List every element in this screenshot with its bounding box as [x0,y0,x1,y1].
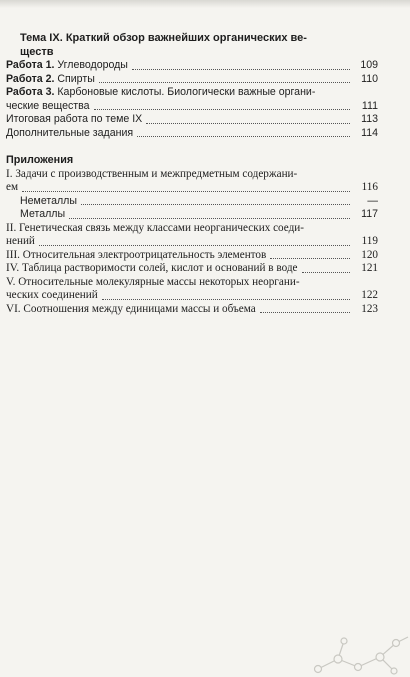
toc-entry-appendix-2[interactable] [6,222,378,249]
theme-title [6,32,378,59]
entry-title-cont: ем [6,181,19,193]
page-number: 117 [361,208,378,220]
entry-title: Спирты [54,72,95,85]
appendix-heading: Приложения [6,154,74,166]
page-number: — [367,194,378,207]
toc-entry-work-2[interactable] [6,73,378,87]
entry-title: IV. Таблица растворимости солей, кислот и оснований в воде [6,262,298,274]
dot-leader [102,299,350,300]
entry-title: Металлы [20,208,66,220]
dot-leader [302,272,350,273]
entry-title: V. Относительные молекулярные массы некоторых неоргани- [6,275,300,288]
dot-leader [69,218,350,219]
toc-entry-appendix-1-metals[interactable] [6,208,378,222]
toc-entry-appendix-3[interactable] [6,249,378,263]
entry-title-cont: нений [6,235,35,247]
theme-title-line2: ществ [20,45,54,58]
toc-entry-final-work[interactable] [6,113,378,127]
page-number: 121 [361,262,378,274]
toc-entry-appendix-4[interactable] [6,262,378,276]
page-number: 110 [361,72,378,85]
table-of-contents [6,32,378,316]
entry-title-cont: ческие вещества [6,99,90,112]
entry-title-cont: ческих соединений [6,289,98,301]
molecule-decoration-icon [300,607,410,677]
entry-label: Работа 3. [6,86,55,98]
toc-entry-appendix-5[interactable] [6,276,378,303]
entry-title: Неметаллы [20,194,77,207]
entry-title: Дополнительные задания [6,126,134,139]
dot-leader [94,109,350,110]
theme-title-line1: Тема IX. Краткий обзор важнейших органических ве- [20,32,307,44]
page-number: 119 [361,235,378,247]
dot-leader [260,312,350,313]
dot-leader [137,136,350,137]
entry-title: Углеводороды [54,59,128,71]
page-number: 109 [360,59,378,71]
entry-title: VI. Соотношения между единицами массы и объема [6,302,256,315]
toc-entry-work-1[interactable] [6,59,378,73]
toc-entry-appendix-1-nonmetals[interactable] [6,195,378,209]
dot-leader [270,258,350,259]
page-number: 111 [361,99,378,112]
dot-leader [146,123,350,124]
page-number: 114 [361,126,378,139]
toc-entry-appendix-6[interactable] [6,303,378,317]
page-number: 123 [361,302,378,315]
dot-leader [39,245,350,246]
entry-title: III. Относительная электроотрицательность элементов [6,248,267,261]
page-number: 116 [361,181,378,193]
entry-title: Карбоновые кислоты. Биологически важные органи- [54,86,316,98]
toc-entry-appendix-1[interactable] [6,168,378,195]
dot-leader [22,191,350,192]
toc-entry-extra-tasks[interactable] [6,127,378,141]
entry-label: Работа 1. [6,59,55,71]
toc-entry-work-3[interactable] [6,86,378,113]
entry-title: I. Задачи с производственным и межпредметным содержани- [6,167,298,180]
dot-leader [132,69,350,70]
page-edge-shadow [0,0,410,8]
entry-title: Итоговая работа по теме IX [6,113,143,125]
page-number: 122 [361,289,378,301]
page-number: 120 [361,248,378,261]
entry-label: Работа 2. [6,72,55,85]
page-number: 113 [361,113,378,125]
entry-title: II. Генетическая связь между классами неорганических соеди- [6,221,305,234]
dot-leader [99,82,350,83]
dot-leader [81,204,350,205]
